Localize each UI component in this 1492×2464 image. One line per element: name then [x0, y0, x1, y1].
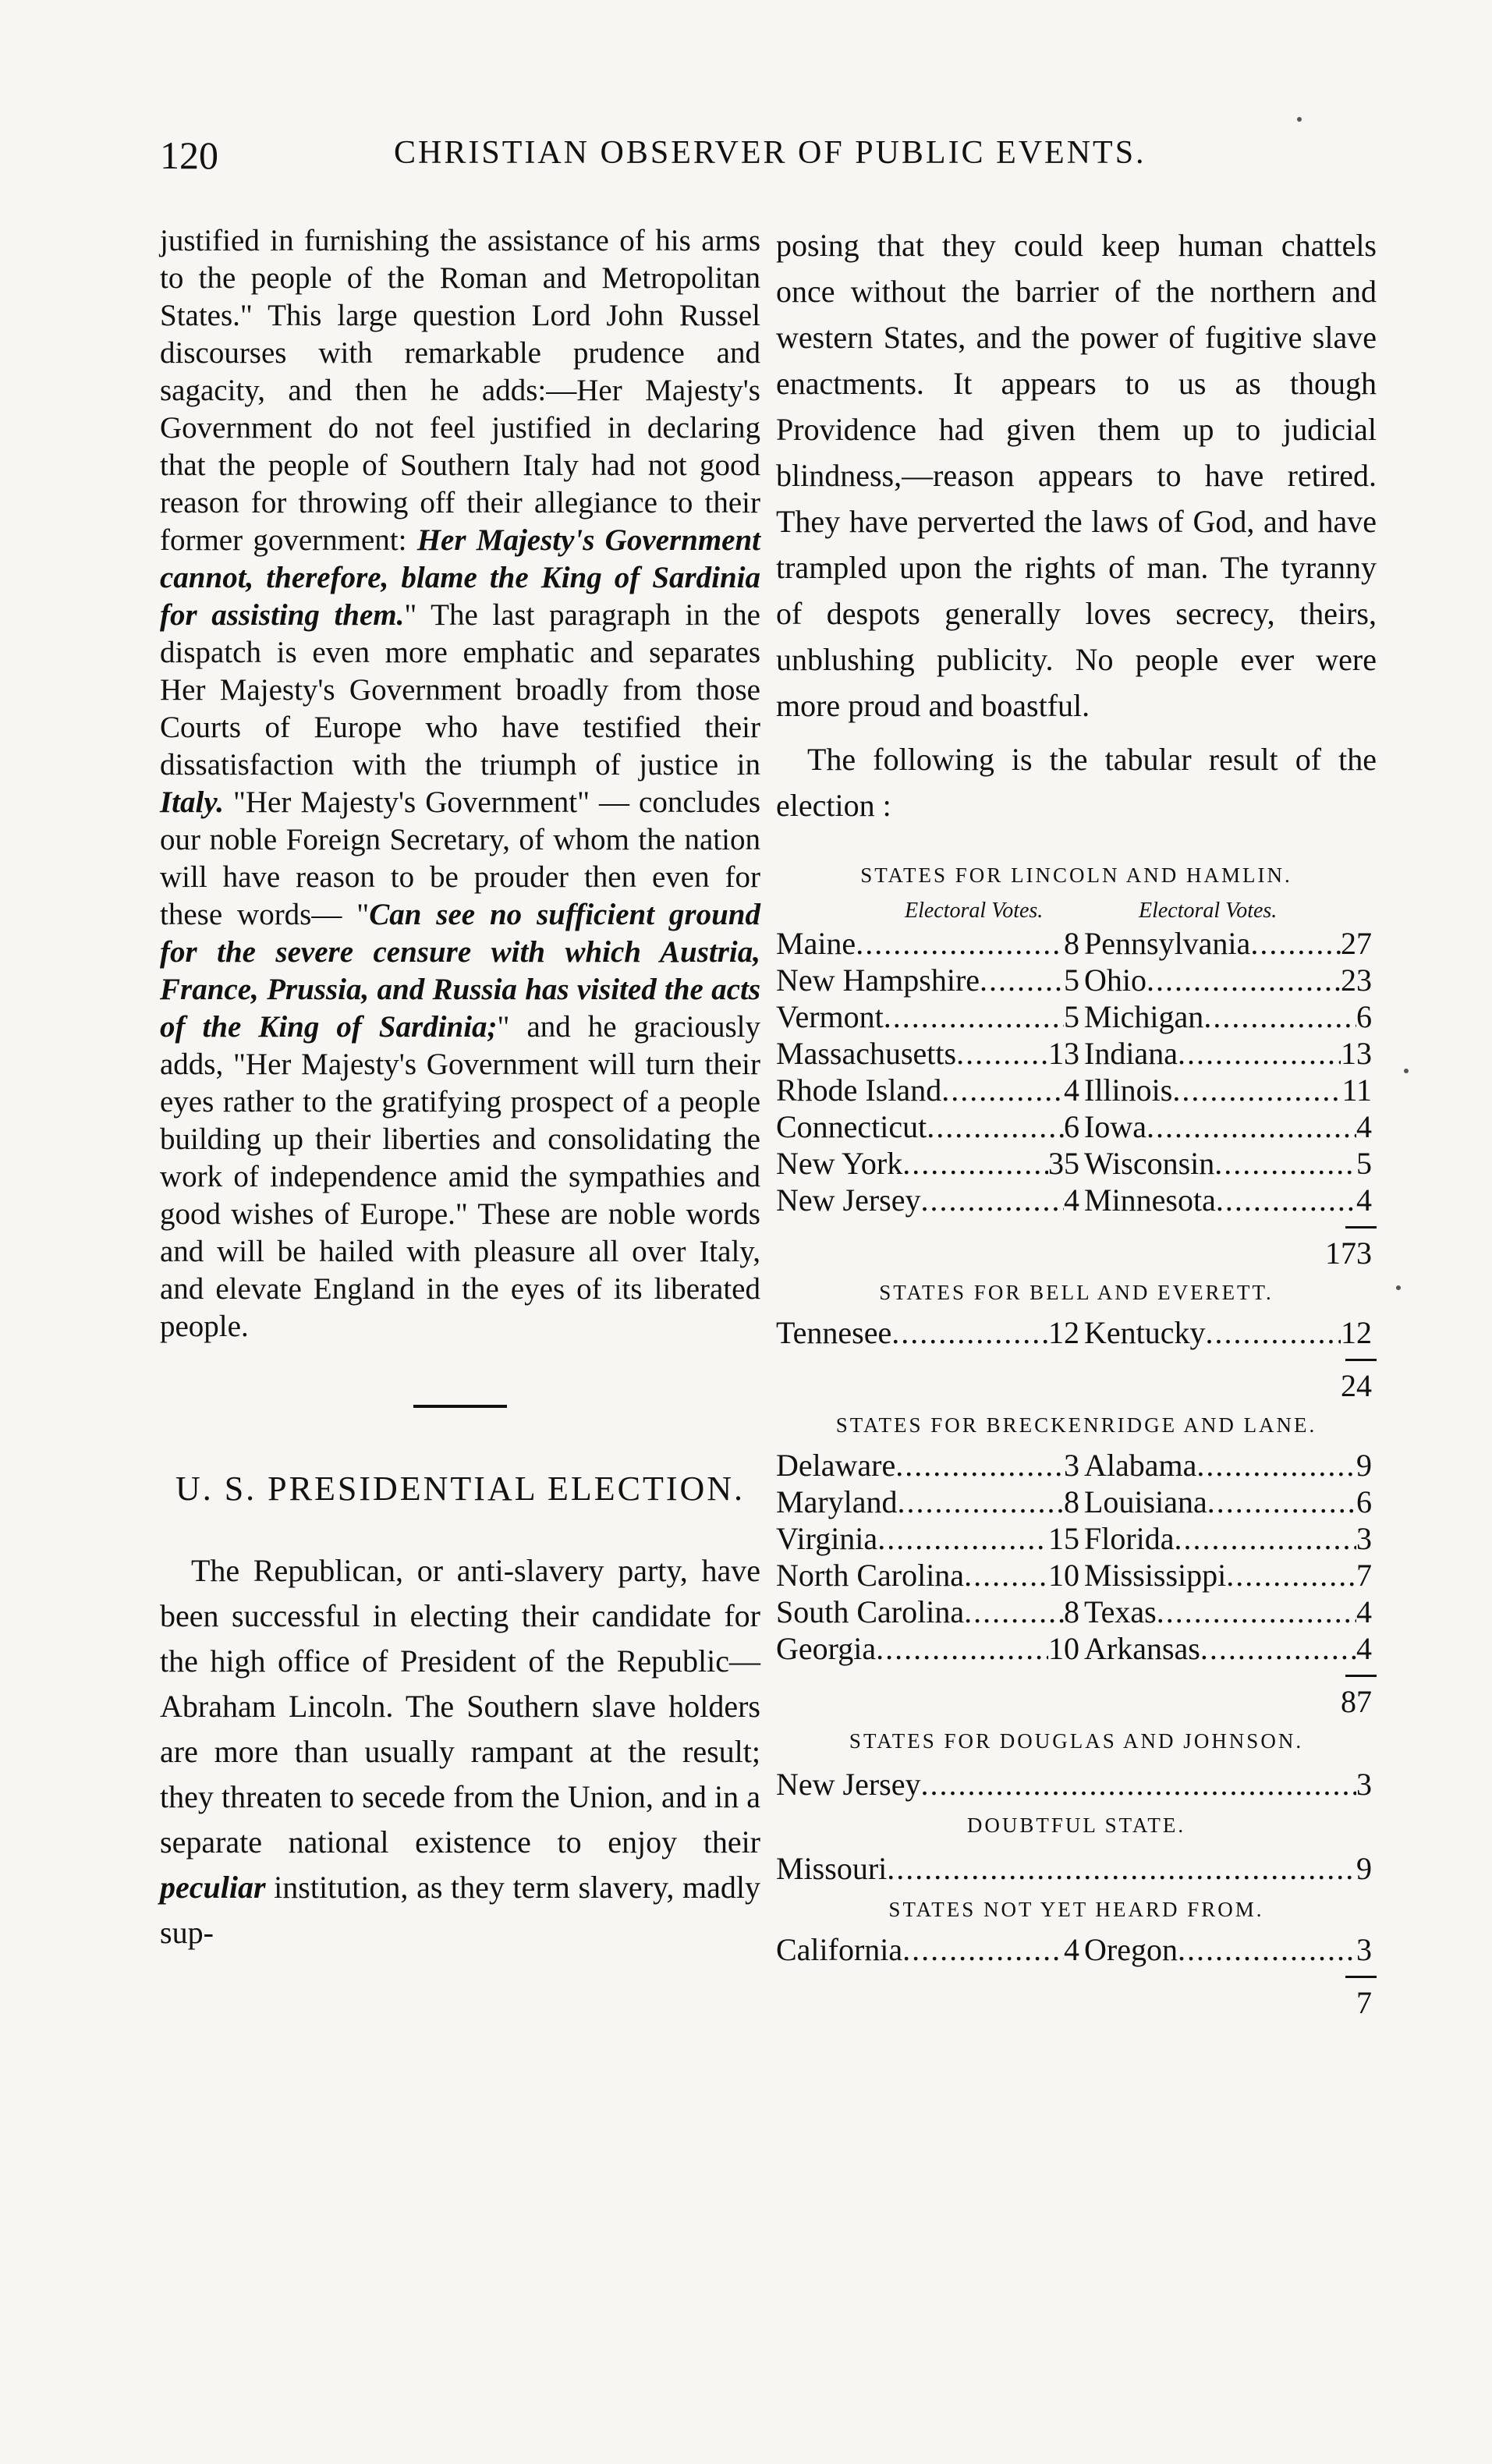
- state-cell: [776, 1072, 1084, 1108]
- state-name: Kentucky: [1084, 1315, 1206, 1350]
- leader-dots: [1146, 962, 1341, 998]
- leader-dots: [895, 1447, 1064, 1484]
- text-run: institution, as they term slavery, madly sup-: [160, 1870, 760, 1950]
- state-name: Rhode Island: [776, 1072, 942, 1108]
- print-speck: [1404, 1069, 1409, 1073]
- total-rule: [1345, 1976, 1377, 1978]
- state-cell: [776, 1520, 1084, 1557]
- state-cell: [1084, 1931, 1377, 1968]
- text-run: " and he graciously adds, "Her Majesty's Government will turn their eyes rather to the gratifying prospect of a people building up their liberties and consolidating the work of independence amid the sympathies and good wishes of Europe." These are noble words and will be hailed with pleasure all over Italy, and elevate England in the eyes of its liberated people.: [160, 1010, 760, 1343]
- vote-count: 23: [1341, 963, 1372, 998]
- state-cell: [776, 1035, 1084, 1072]
- state-cell: [1084, 1035, 1377, 1072]
- state-cell: [1084, 1557, 1377, 1594]
- state-cell: [776, 1931, 1084, 1968]
- vote-count: 3: [1064, 1448, 1079, 1483]
- total-rule: [1345, 1226, 1377, 1228]
- vote-count: 10: [1048, 1631, 1079, 1666]
- page-number: 120: [160, 133, 218, 177]
- vote-count: 10: [1048, 1558, 1079, 1593]
- leader-dots: [902, 1931, 1064, 1968]
- state-name: Alabama: [1084, 1448, 1197, 1483]
- leader-dots: [887, 1847, 1356, 1891]
- leader-dots: [1178, 1035, 1341, 1072]
- lincoln-heading: STATES FOR LINCOLN AND HAMLIN.: [860, 863, 1292, 887]
- leader-dots: [1196, 1447, 1356, 1484]
- leader-dots: [1172, 1072, 1341, 1108]
- doubtful-heading: DOUBTFUL STATE.: [966, 1813, 1186, 1837]
- state-cell: [776, 1145, 1084, 1182]
- vote-count: 5: [1064, 963, 1079, 998]
- state-name: Oregon: [1084, 1932, 1178, 1967]
- running-title: CHRISTIAN OBSERVER OF PUBLIC EVENTS.: [394, 135, 1146, 171]
- vote-count: 4: [1064, 1182, 1079, 1218]
- leader-dots: [956, 1035, 1048, 1072]
- leader-dots: [927, 1108, 1064, 1145]
- state-cell: [776, 1108, 1084, 1145]
- vote-count: 5: [1064, 999, 1079, 1034]
- state-cell: [1084, 1072, 1377, 1108]
- vote-count: 3: [1356, 1767, 1372, 1802]
- lincoln-table: [776, 925, 1377, 1218]
- total-rule: [1345, 1359, 1377, 1361]
- leader-dots: [921, 1763, 1357, 1806]
- leader-dots: [1203, 998, 1356, 1035]
- leader-dots: [876, 1630, 1048, 1667]
- douglas-heading: STATES FOR DOUGLAS AND JOHNSON.: [849, 1729, 1304, 1753]
- state-name: New Jersey: [776, 1182, 921, 1218]
- col-head: Electoral Votes.: [905, 899, 1044, 923]
- state-name: Massachusetts: [776, 1036, 957, 1071]
- state-name: South Carolina: [776, 1594, 965, 1629]
- text-run: The Republican, or anti-slavery party, have been successful in electing their candidate for the high office of President of the Republic—Abraham Lincoln. The Southern slave holders are more than usually rampant at the result; they threaten to secede from the Union, and in a separate national existence to enjoy their: [160, 1553, 760, 1860]
- state-cell: [776, 1314, 1084, 1351]
- leader-dots: [898, 1484, 1064, 1520]
- vote-count: 4: [1064, 1072, 1079, 1108]
- state-name: Ohio: [1084, 963, 1146, 998]
- state-cell: [1084, 1108, 1377, 1145]
- vote-count: 8: [1064, 926, 1079, 961]
- vote-count: 4: [1064, 1932, 1079, 1967]
- state-name: Michigan: [1084, 999, 1204, 1034]
- doubtful-row: [776, 1847, 1377, 1891]
- state-name: Missouri: [776, 1851, 888, 1886]
- vote-count: 7: [1356, 1558, 1372, 1593]
- breckenridge-total: 87: [1341, 1684, 1372, 1719]
- state-cell: [776, 962, 1084, 998]
- col-head: Electoral Votes.: [1139, 899, 1278, 923]
- section-title: U. S. PRESIDENTIAL ELECTION.: [175, 1470, 746, 1508]
- leader-dots: [921, 1182, 1065, 1218]
- vote-count: 27: [1341, 926, 1372, 961]
- leader-dots: [877, 1520, 1048, 1557]
- state-name: North Carolina: [776, 1558, 965, 1593]
- bell-table: [776, 1314, 1377, 1351]
- vote-count: 12: [1048, 1315, 1079, 1350]
- state-name: Delaware: [776, 1448, 896, 1483]
- state-name: Minnesota: [1084, 1182, 1216, 1218]
- state-name: Illinois: [1084, 1072, 1173, 1108]
- leader-dots: [1207, 1484, 1356, 1520]
- state-name: Georgia: [776, 1631, 877, 1666]
- vote-count: 5: [1356, 1146, 1372, 1181]
- state-name: Indiana: [1084, 1036, 1178, 1071]
- leader-dots: [1175, 1520, 1356, 1557]
- vote-count: 12: [1341, 1315, 1372, 1350]
- right-column: [776, 222, 1377, 2023]
- lincoln-total: 173: [1325, 1236, 1372, 1271]
- state-name: New Jersey: [776, 1767, 921, 1802]
- vote-count: 3: [1356, 1932, 1372, 1967]
- state-cell: [1084, 1145, 1377, 1182]
- state-cell: [776, 1630, 1084, 1667]
- bell-heading: STATES FOR BELL AND EVERETT.: [879, 1281, 1274, 1304]
- text-run: justified in furnishing the assistance of his arms to the people of the Roman and Metropolitan States." This large question Lord John Russel discourses with remarkable prudence and sagacity, and then he adds:—Her Majesty's Government do not feel justified in declaring that the people of Southern Italy had not good reason for throwing off their allegiance to their former government:: [160, 224, 760, 557]
- continued-paragraph: posing that they could keep human chattels once without the barrier of the northern and western States, and the power of fugitive slave enactments. It appears to us as though Providence had given them up to judicial blindness,—reason appears to have retired. They have perverted the laws of God, and have trampled upon the rights of man. The tyranny of despots generally loves secrecy, theirs, unblushing publicity. No people ever were more proud and boastful.: [776, 228, 1377, 723]
- state-cell: [776, 1484, 1084, 1520]
- leader-dots: [1250, 925, 1341, 962]
- state-cell: [776, 998, 1084, 1035]
- table-intro: The following is the tabular result of the election :: [776, 742, 1377, 823]
- text-run: "Her Majesty's Government" — concludes our noble Foreign Secretary, of whom the nation will have reason to be prouder then even for these words— ": [160, 785, 760, 931]
- state-name: Tennesee: [776, 1315, 892, 1350]
- state-name: Louisiana: [1084, 1484, 1207, 1519]
- vote-count: 6: [1356, 1484, 1372, 1519]
- not-heard-heading: STATES NOT YET HEARD FROM.: [888, 1898, 1264, 1921]
- state-cell: [1084, 1314, 1377, 1351]
- vote-count: 8: [1064, 1484, 1079, 1519]
- leader-dots: [856, 925, 1064, 962]
- election-paragraph: [160, 1548, 760, 1955]
- leader-dots: [1206, 1314, 1341, 1351]
- print-speck: [1396, 1285, 1401, 1290]
- leader-dots: [964, 1557, 1048, 1594]
- state-name: Connecticut: [776, 1109, 927, 1144]
- leader-dots: [1216, 1182, 1356, 1218]
- state-name: Pennsylvania: [1084, 926, 1251, 961]
- state-name: Vermont: [776, 999, 884, 1034]
- breckenridge-table: [776, 1447, 1377, 1667]
- vote-count: 6: [1064, 1109, 1079, 1144]
- state-name: California: [776, 1932, 903, 1967]
- vote-count: 8: [1064, 1594, 1079, 1629]
- state-name: Mississippi: [1084, 1558, 1227, 1593]
- state-cell: [1084, 962, 1377, 998]
- vote-count: 9: [1356, 1448, 1372, 1483]
- vote-count: 13: [1048, 1036, 1079, 1071]
- state-name: Arkansas: [1084, 1631, 1200, 1666]
- leader-dots: [1226, 1557, 1356, 1594]
- state-cell: [1084, 1182, 1377, 1218]
- leader-dots: [1200, 1630, 1356, 1667]
- italic-word: peculiar: [160, 1870, 266, 1905]
- state-cell: [776, 1557, 1084, 1594]
- vote-count: 4: [1356, 1631, 1372, 1666]
- state-cell: [1084, 1520, 1377, 1557]
- print-speck: [1297, 117, 1302, 122]
- douglas-row: [776, 1763, 1377, 1806]
- italic-quote: Her Majesty's Government cannot, therefore, blame the King of Sardinia for assisting them.: [160, 523, 760, 632]
- state-name: Iowa: [1084, 1109, 1146, 1144]
- state-name: Texas: [1084, 1594, 1157, 1629]
- vote-count: 3: [1356, 1521, 1372, 1556]
- section-divider: [413, 1405, 507, 1408]
- total-rule: [1345, 1675, 1377, 1677]
- breckenridge-heading: STATES FOR BRECKENRIDGE AND LANE.: [835, 1413, 1317, 1437]
- leader-dots: [1214, 1145, 1356, 1182]
- vote-count: 35: [1048, 1146, 1079, 1181]
- text-run: " The last paragraph in the dispatch is even more emphatic and separates Her Majesty's Government broadly from those Courts of Europe who have testified their dissatisfaction with the triumph of justice in: [160, 598, 760, 782]
- vote-count: 4: [1356, 1182, 1372, 1218]
- state-cell: [776, 925, 1084, 962]
- running-header: [160, 133, 1345, 187]
- leader-dots: [1146, 1108, 1356, 1145]
- vote-count: 13: [1341, 1036, 1372, 1071]
- leader-dots: [980, 962, 1064, 998]
- state-cell: [1084, 1594, 1377, 1630]
- state-cell: [776, 1594, 1084, 1630]
- vote-count: 15: [1048, 1521, 1079, 1556]
- vote-count: 6: [1356, 999, 1372, 1034]
- leader-dots: [1157, 1594, 1356, 1630]
- vote-count: 4: [1356, 1109, 1372, 1144]
- vote-count: 9: [1356, 1851, 1372, 1886]
- leader-dots: [964, 1594, 1064, 1630]
- state-cell: [776, 1182, 1084, 1218]
- leader-dots: [884, 998, 1064, 1035]
- state-cell: [1084, 1447, 1377, 1484]
- state-name: Florida: [1084, 1521, 1175, 1556]
- state-cell: [776, 1447, 1084, 1484]
- dispatch-paragraph: [160, 222, 760, 1345]
- leader-dots: [1178, 1931, 1356, 1968]
- leader-dots: [891, 1314, 1048, 1351]
- state-name: New York: [776, 1146, 903, 1181]
- not-heard-total: 7: [1356, 1985, 1372, 2020]
- vote-count: 11: [1341, 1072, 1372, 1108]
- electoral-votes-headers: [776, 897, 1377, 925]
- state-cell: [1084, 1484, 1377, 1520]
- leader-dots: [902, 1145, 1048, 1182]
- left-column: [160, 222, 760, 1955]
- state-cell: [1084, 998, 1377, 1035]
- state-cell: [1084, 1630, 1377, 1667]
- state-name: Wisconsin: [1084, 1146, 1215, 1181]
- state-name: New Hampshire: [776, 963, 980, 998]
- state-name: Maryland: [776, 1484, 898, 1519]
- leader-dots: [941, 1072, 1064, 1108]
- not-heard-table: [776, 1931, 1377, 1968]
- italic-word: Italy.: [160, 785, 224, 819]
- vote-count: 4: [1356, 1594, 1372, 1629]
- state-name: Virginia: [776, 1521, 878, 1556]
- bell-total: 24: [1341, 1368, 1372, 1403]
- state-cell: [1084, 925, 1377, 962]
- italic-quote: Can see no sufficient ground for the severe censure with which Austria, France, Prussia, and Russia has visited the acts of the King of Sardinia;: [160, 898, 760, 1044]
- state-name: Maine: [776, 926, 856, 961]
